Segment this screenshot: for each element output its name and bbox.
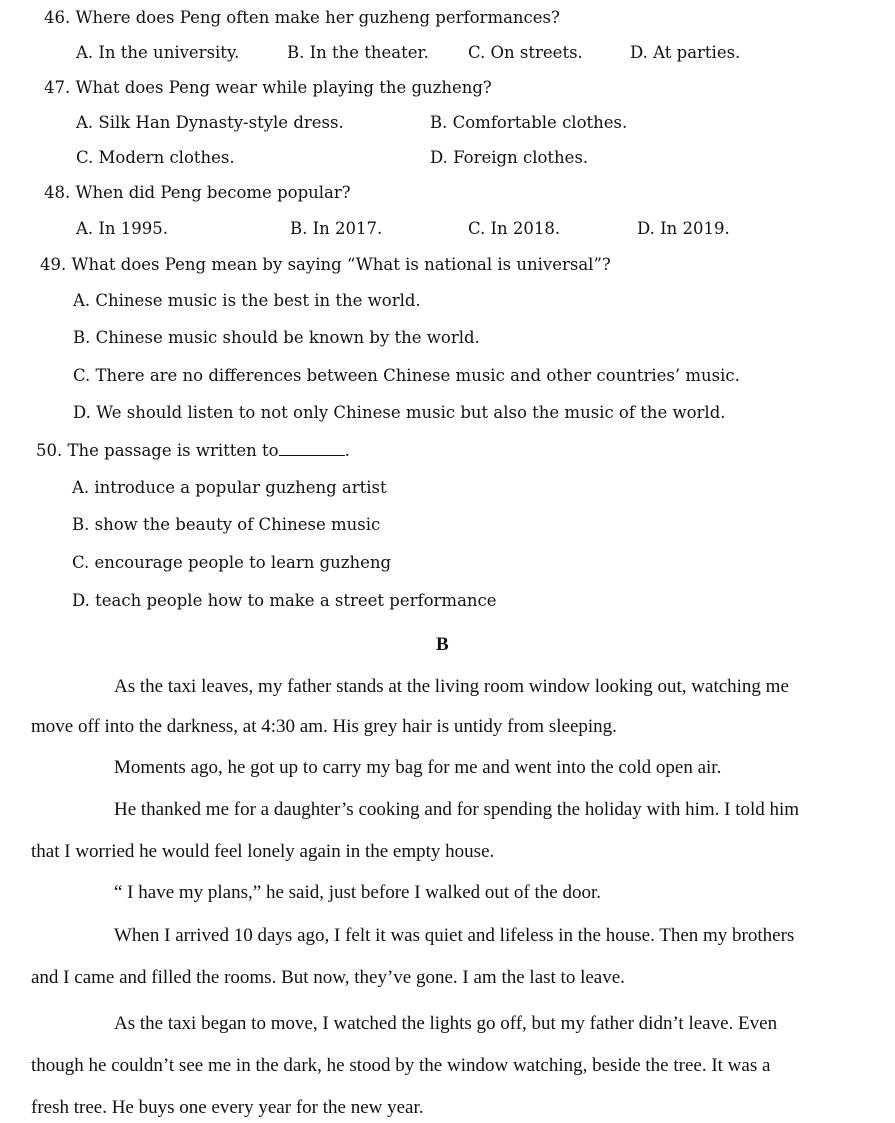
passage-line: As the taxi began to move, I watched the lights go off, but my father didn’t leave. Even [114,1013,778,1034]
q46-option-b: B. In the theater. [287,43,429,62]
q48-option-c: C. In 2018. [468,219,561,238]
q47-question: 47. What does Peng wear while playing the guzheng? [44,78,492,97]
q49-question: 49. What does Peng mean by saying “What is national is universal”? [40,255,611,274]
q46-question: 46. Where does Peng often make her guzheng performances? [44,8,560,27]
q48-question: 48. When did Peng become popular? [44,183,351,202]
answer-blank [279,441,345,456]
q46-option-c: C. On streets. [468,43,583,62]
q46-option-a: A. In the university. [76,43,240,62]
q47-option-c: C. Modern clothes. [76,148,235,167]
q50-question-text: 50. The passage is written to [36,441,279,460]
q50-question-end: . [344,441,350,460]
q50-option-d: D. teach people how to make a street performance [72,591,497,610]
q48-option-a: A. In 1995. [76,219,169,238]
passage-line: He thanked me for a daughter’s cooking and for spending the holiday with him. I told him [114,799,800,820]
q50-option-a: A. introduce a popular guzheng artist [72,478,387,497]
q49-option-b: B. Chinese music should be known by the world. [73,328,480,347]
passage-line: “ I have my plans,” he said, just before I walked out of the door. [114,882,601,903]
q49-option-a: A. Chinese music is the best in the world. [73,291,421,310]
q48-option-b: B. In 2017. [290,219,383,238]
q50-question [36,441,350,461]
q49-option-c: C. There are no differences between Chinese music and other countries’ music. [73,366,740,385]
q49-option-d: D. We should listen to not only Chinese music but also the music of the world. [73,403,726,422]
q50-option-c: C. encourage people to learn guzheng [72,553,392,572]
q47-option-b: B. Comfortable clothes. [430,113,628,132]
q48-option-d: D. In 2019. [637,219,730,238]
passage-line: As the taxi leaves, my father stands at the living room window looking out, watching me [114,676,789,697]
q47-option-a: A. Silk Han Dynasty-style dress. [76,113,344,132]
passage-line: move off into the darkness, at 4:30 am. His grey hair is untidy from sleeping. [31,716,617,737]
passage-line: though he couldn’t see me in the dark, he stood by the window watching, beside the tree. It was a [31,1055,771,1076]
q47-option-d: D. Foreign clothes. [430,148,589,167]
passage-line: that I worried he would feel lonely again in the empty house. [31,841,495,862]
q46-option-d: D. At parties. [630,43,741,62]
passage-line: and I came and filled the rooms. But now, they’ve gone. I am the last to leave. [31,967,625,988]
section-b-title: B [436,634,449,655]
q50-option-b: B. show the beauty of Chinese music [72,515,381,534]
passage-line: fresh tree. He buys one every year for the new year. [31,1097,424,1118]
passage-line: Moments ago, he got up to carry my bag for me and went into the cold open air. [114,757,722,778]
passage-line: When I arrived 10 days ago, I felt it was quiet and lifeless in the house. Then my brothers [114,925,795,946]
